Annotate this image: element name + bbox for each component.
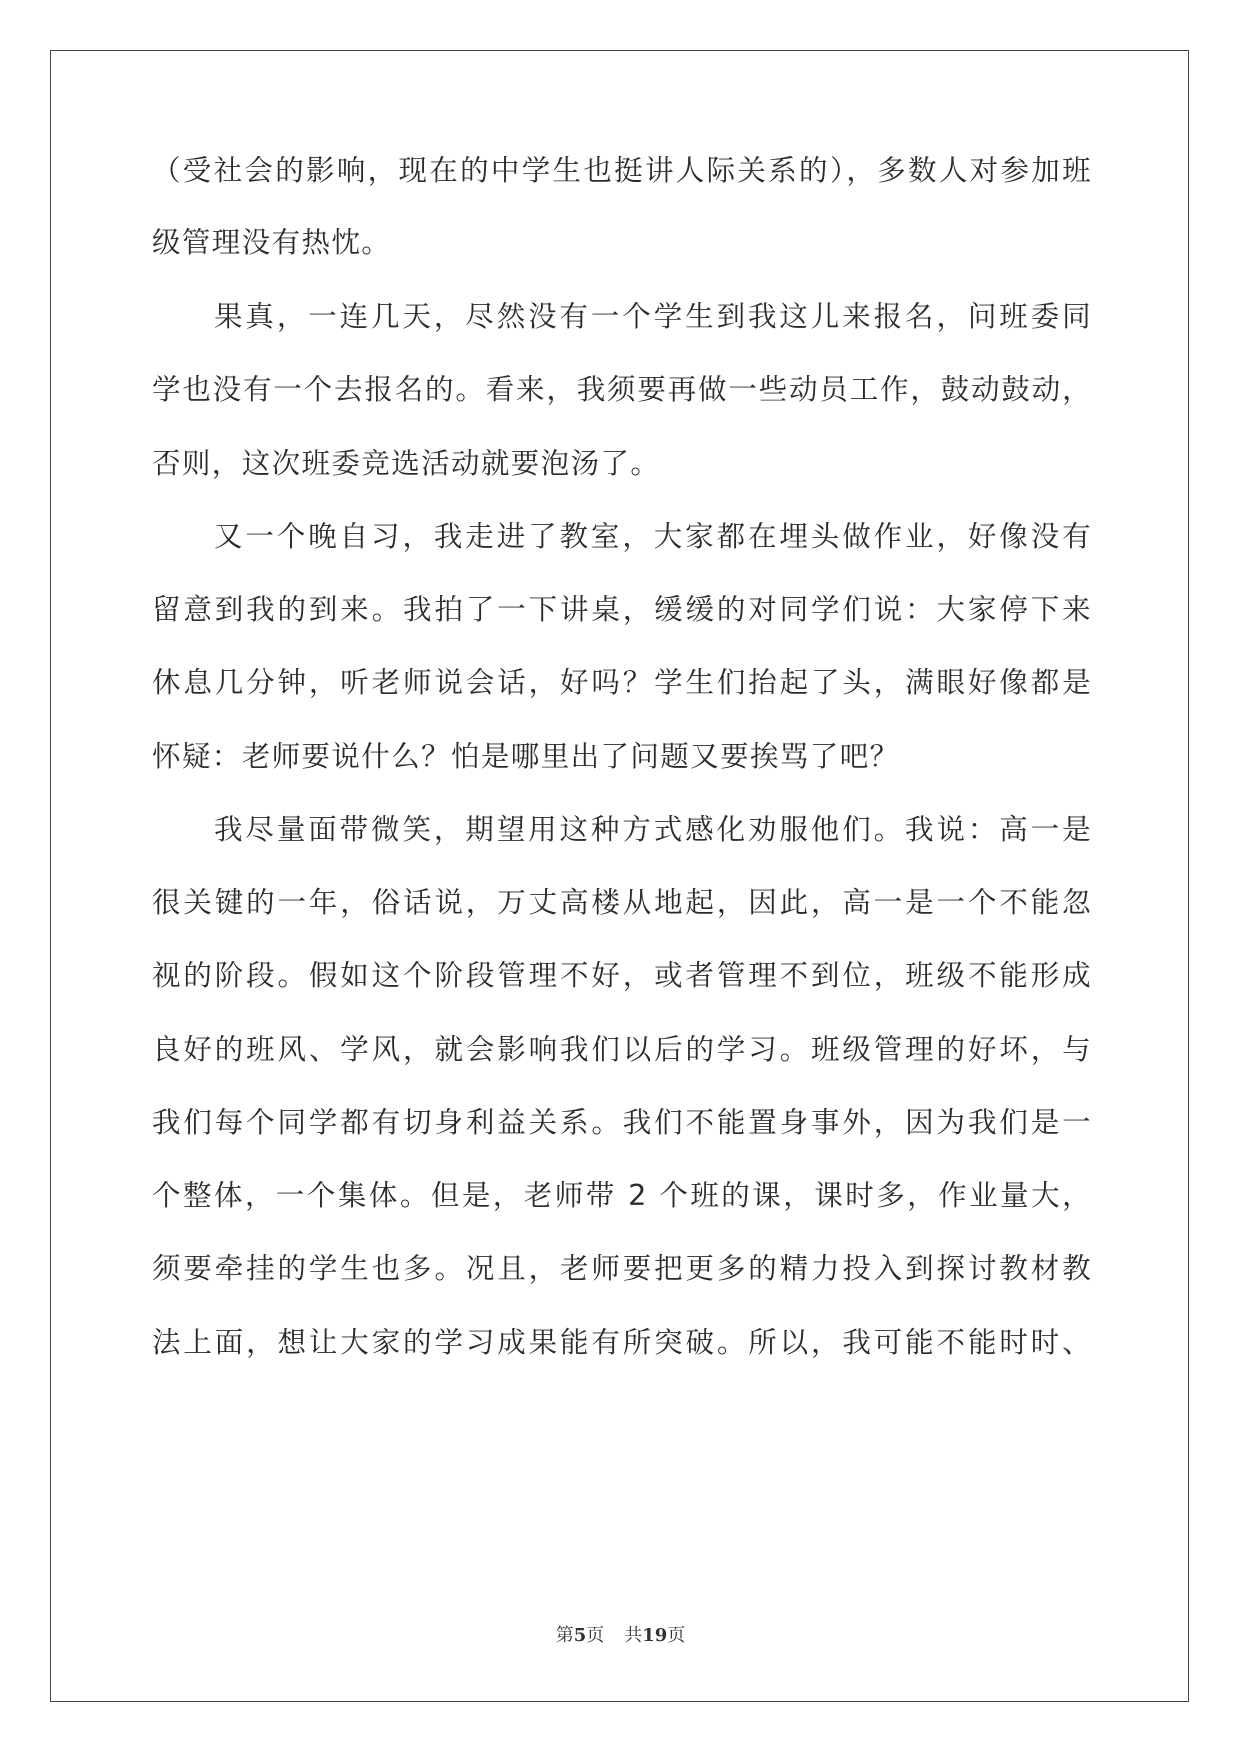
footer-prefix: 第 <box>555 1625 574 1646</box>
page-number: 5 <box>573 1625 587 1646</box>
text-line: 法上面，想让大家的学习成果能有所突破。所以，我可能不能时时、 <box>152 1326 1092 1359</box>
text-line: 我们每个同学都有切身利益关系。我们不能置身事外，因为我们是一 <box>152 1106 1092 1139</box>
text-line: 个整体，一个集体。但是，老师带 2 个班的课，课时多，作业量大， <box>152 1179 1092 1212</box>
text-line: 休息几分钟，听老师说会话，好吗？学生们抬起了头，满眼好像都是 <box>152 666 1092 699</box>
page-footer <box>0 1624 1241 1648</box>
footer-total-prefix: 共 <box>624 1625 643 1646</box>
total-pages: 19 <box>642 1625 668 1646</box>
text-line: 须要牵挂的学生也多。况且，老师要把更多的精力投入到探讨教材教 <box>152 1252 1092 1285</box>
text-line: （受社会的影响，现在的中学生也挺讲人际关系的），多数人对参加班 <box>152 154 1092 187</box>
text-line: 视的阶段。假如这个阶段管理不好，或者管理不到位，班级不能形成 <box>152 959 1092 992</box>
text-line: 很关键的一年，俗话说，万丈高楼从地起，因此，高一是一个不能忽 <box>152 886 1092 919</box>
text-line: 级管理没有热忱。 <box>152 226 392 259</box>
text-line: 果真，一连几天，尽然没有一个学生到我这儿来报名，问班委同 <box>214 300 1092 333</box>
text-line: 良好的班风、学风，就会影响我们以后的学习。班级管理的好坏，与 <box>152 1033 1092 1066</box>
text-line: 留意到我的到来。我拍了一下讲桌，缓缓的对同学们说：大家停下来 <box>152 593 1092 626</box>
text-line: 否则，这次班委竞选活动就要泡汤了。 <box>152 447 661 480</box>
text-line: 又一个晚自习，我走进了教室，大家都在埋头做作业，好像没有 <box>214 520 1092 553</box>
text-line: 学也没有一个去报名的。看来，我须要再做一些动员工作，鼓动鼓动， <box>152 373 1092 406</box>
text-line: 我尽量面带微笑，期望用这种方式感化劝服他们。我说：高一是 <box>214 813 1092 846</box>
footer-total-suffix: 页 <box>667 1625 686 1646</box>
footer-page-suffix: 页 <box>586 1625 605 1646</box>
text-line: 怀疑：老师要说什么？怕是哪里出了问题又要挨骂了吧？ <box>152 740 900 773</box>
